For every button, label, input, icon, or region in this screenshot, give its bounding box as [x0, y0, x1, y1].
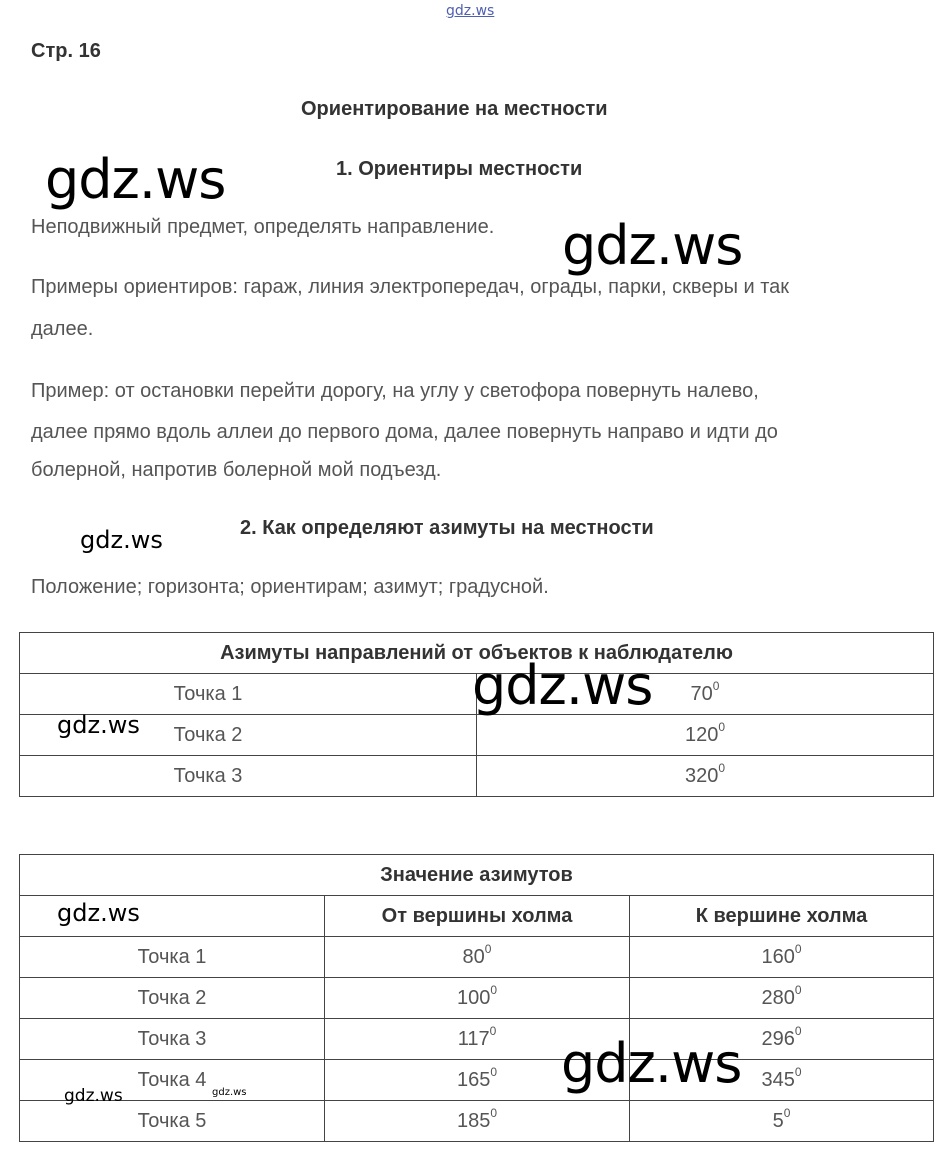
table-row	[20, 756, 934, 797]
section2-heading: 2. Как определяют азимуты на местности	[240, 517, 654, 539]
table-cell-point: Точка 3	[20, 756, 477, 797]
watermark-large: gdz.ws	[561, 1032, 742, 1095]
table-row	[20, 1060, 934, 1101]
table-row	[20, 1019, 934, 1060]
azimuth-table-1-title: Азимуты направлений от объектов к наблюдателю	[20, 633, 934, 674]
watermark-large: gdz.ws	[562, 214, 743, 277]
section1-paragraph-2-line-2: далее.	[31, 318, 94, 340]
table-cell-to: $296^0$	[630, 1019, 934, 1060]
table-header-row	[20, 896, 934, 937]
table-cell-point: Точка 2	[20, 978, 325, 1019]
table-header-to-hill: К вершине холма	[630, 896, 934, 937]
azimuth-table-2-title: Значение азимутов	[20, 855, 934, 896]
table-cell-to: $160^0$	[630, 937, 934, 978]
table-cell-value: $120^0$	[477, 715, 934, 756]
section1-paragraph-3-line-1: Пример: от остановки перейти дорогу, на углу у светофора повернуть налево,	[31, 380, 759, 402]
section1-paragraph-1: Неподвижный предмет, определять направление.	[31, 216, 495, 238]
page-title: Ориентирование на местности	[301, 98, 608, 120]
watermark-top[interactable]: gdz.ws	[446, 3, 495, 19]
table-row	[20, 715, 934, 756]
table-cell-value: $70^0$	[477, 674, 934, 715]
section2-paragraph-1: Положение; горизонта; ориентирам; азимут; градусной.	[31, 576, 549, 598]
table-cell-from: $100^0$	[325, 978, 630, 1019]
table-row	[20, 1101, 934, 1142]
table-cell-point: Точка 3	[20, 1019, 325, 1060]
table-cell-point: Точка 4	[20, 1060, 325, 1101]
table-cell-to: $345^0$	[630, 1060, 934, 1101]
table-cell-point: Точка 1	[20, 674, 477, 715]
watermark-medium: gdz.ws	[57, 899, 140, 927]
table-row	[20, 937, 934, 978]
table-cell-value: $320^0$	[477, 756, 934, 797]
table-cell-point: Точка 2	[20, 715, 477, 756]
table-row	[20, 978, 934, 1019]
table-cell-from: $185^0$	[325, 1101, 630, 1142]
watermark-large: gdz.ws	[472, 654, 653, 717]
watermark-medium: gdz.ws	[80, 526, 163, 554]
watermark-medium: gdz.ws	[57, 711, 140, 739]
section1-paragraph-3-line-2: далее прямо вдоль аллеи до первого дома, далее повернуть направо и идти до	[31, 421, 778, 443]
page-label: Стр. 16	[31, 40, 101, 62]
table-cell-to: $5^0$	[630, 1101, 934, 1142]
watermark-small: gdz.ws	[64, 1086, 123, 1106]
table-cell-from: $165^0$	[325, 1060, 630, 1101]
table-cell-from: $117^0$	[325, 1019, 630, 1060]
table-cell-point: Точка 1	[20, 937, 325, 978]
azimuth-table-2	[19, 854, 934, 1142]
watermark-large: gdz.ws	[45, 148, 226, 211]
table-header-from-hill: От вершины холма	[325, 896, 630, 937]
section1-heading: 1. Ориентиры местности	[336, 158, 583, 180]
table-cell-point: Точка 5	[20, 1101, 325, 1142]
watermark-tiny: gdz.ws	[212, 1087, 247, 1098]
table-cell-to: $280^0$	[630, 978, 934, 1019]
section1-paragraph-3-line-3: болерной, напротив болерной мой подъезд.	[31, 459, 442, 481]
table-cell-from: $80^0$	[325, 937, 630, 978]
section1-paragraph-2-line-1: Примеры ориентиров: гараж, линия электропередач, ограды, парки, скверы и так	[31, 276, 790, 298]
